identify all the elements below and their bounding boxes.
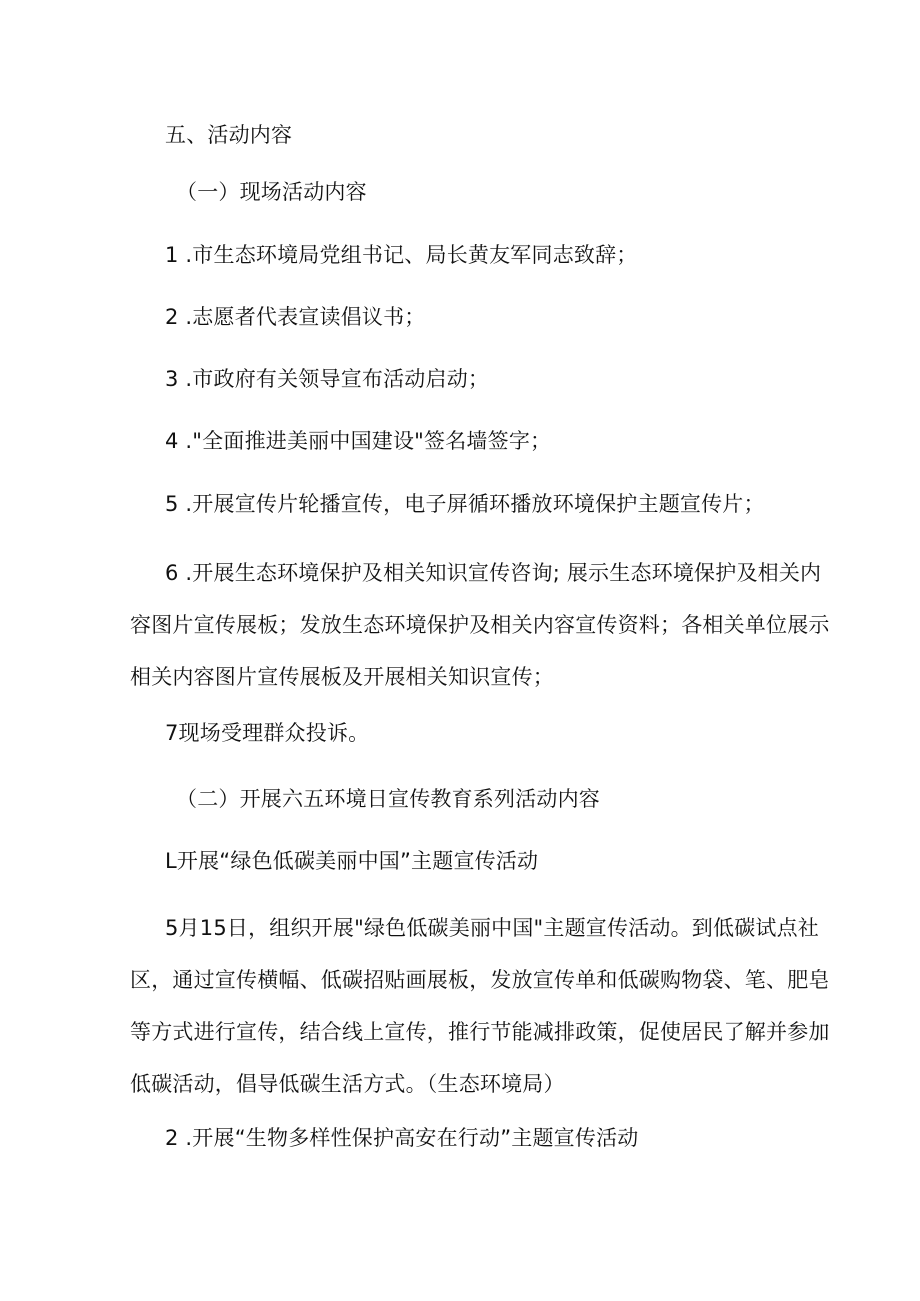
activity-title: L开展“绿色低碳美丽中国”主题宣传活动 bbox=[165, 849, 539, 873]
paragraph-line: 相关内容图片宣传展板及开展相关知识宣传； bbox=[130, 665, 554, 689]
list-item: 7现场受理群众投诉。 bbox=[165, 721, 370, 745]
paragraph-line: 区，通过宣传横幅、低碳招贴画展板，发放宣传单和低碳购物袋、笔、肥皂 bbox=[130, 968, 830, 992]
activity-body bbox=[130, 902, 830, 1110]
list-item: 1 .市生态环境局党组书记、局长黄友军同志致辞； bbox=[165, 243, 638, 267]
activity-title: 2 .开展“生物多样性保护高安在行动”主题宣传活动 bbox=[165, 1126, 639, 1150]
paragraph-line: 低碳活动，倡导低碳生活方式。（生态环境局） bbox=[130, 1072, 565, 1096]
subsection-heading-2: （二）开展六五环境日宣传教育系列活动内容 bbox=[176, 787, 600, 811]
paragraph-line: 5月15日，组织开展"绿色低碳美丽中国"主题宣传活动。到低碳试点社 bbox=[165, 916, 819, 940]
list-item: 2 .志愿者代表宣读倡议书； bbox=[165, 305, 426, 329]
list-item: 5 .开展宣传片轮播宣传，电子屏循环播放环境保护主题宣传片； bbox=[165, 492, 765, 516]
list-item: 4 ."全面推进美丽中国建设"签名墙签字； bbox=[165, 429, 552, 453]
list-item-multiline bbox=[130, 547, 830, 703]
paragraph-line: 6 .开展生态环境保护及相关知识宣传咨询; 展示生态环境保护及相关内 bbox=[165, 561, 822, 585]
paragraph-line: 容图片宣传展板；发放生态环境保护及相关内容宣传资料；各相关单位展示 bbox=[130, 613, 830, 637]
list-item: 3 .市政府有关领导宣布活动启动； bbox=[165, 367, 490, 391]
section-heading: 五、活动内容 bbox=[165, 123, 293, 147]
paragraph-line: 等方式进行宣传，结合线上宣传，推行节能减排政策，促使居民了解并参加 bbox=[130, 1020, 830, 1044]
subsection-heading-1: （一）现场活动内容 bbox=[176, 180, 367, 204]
